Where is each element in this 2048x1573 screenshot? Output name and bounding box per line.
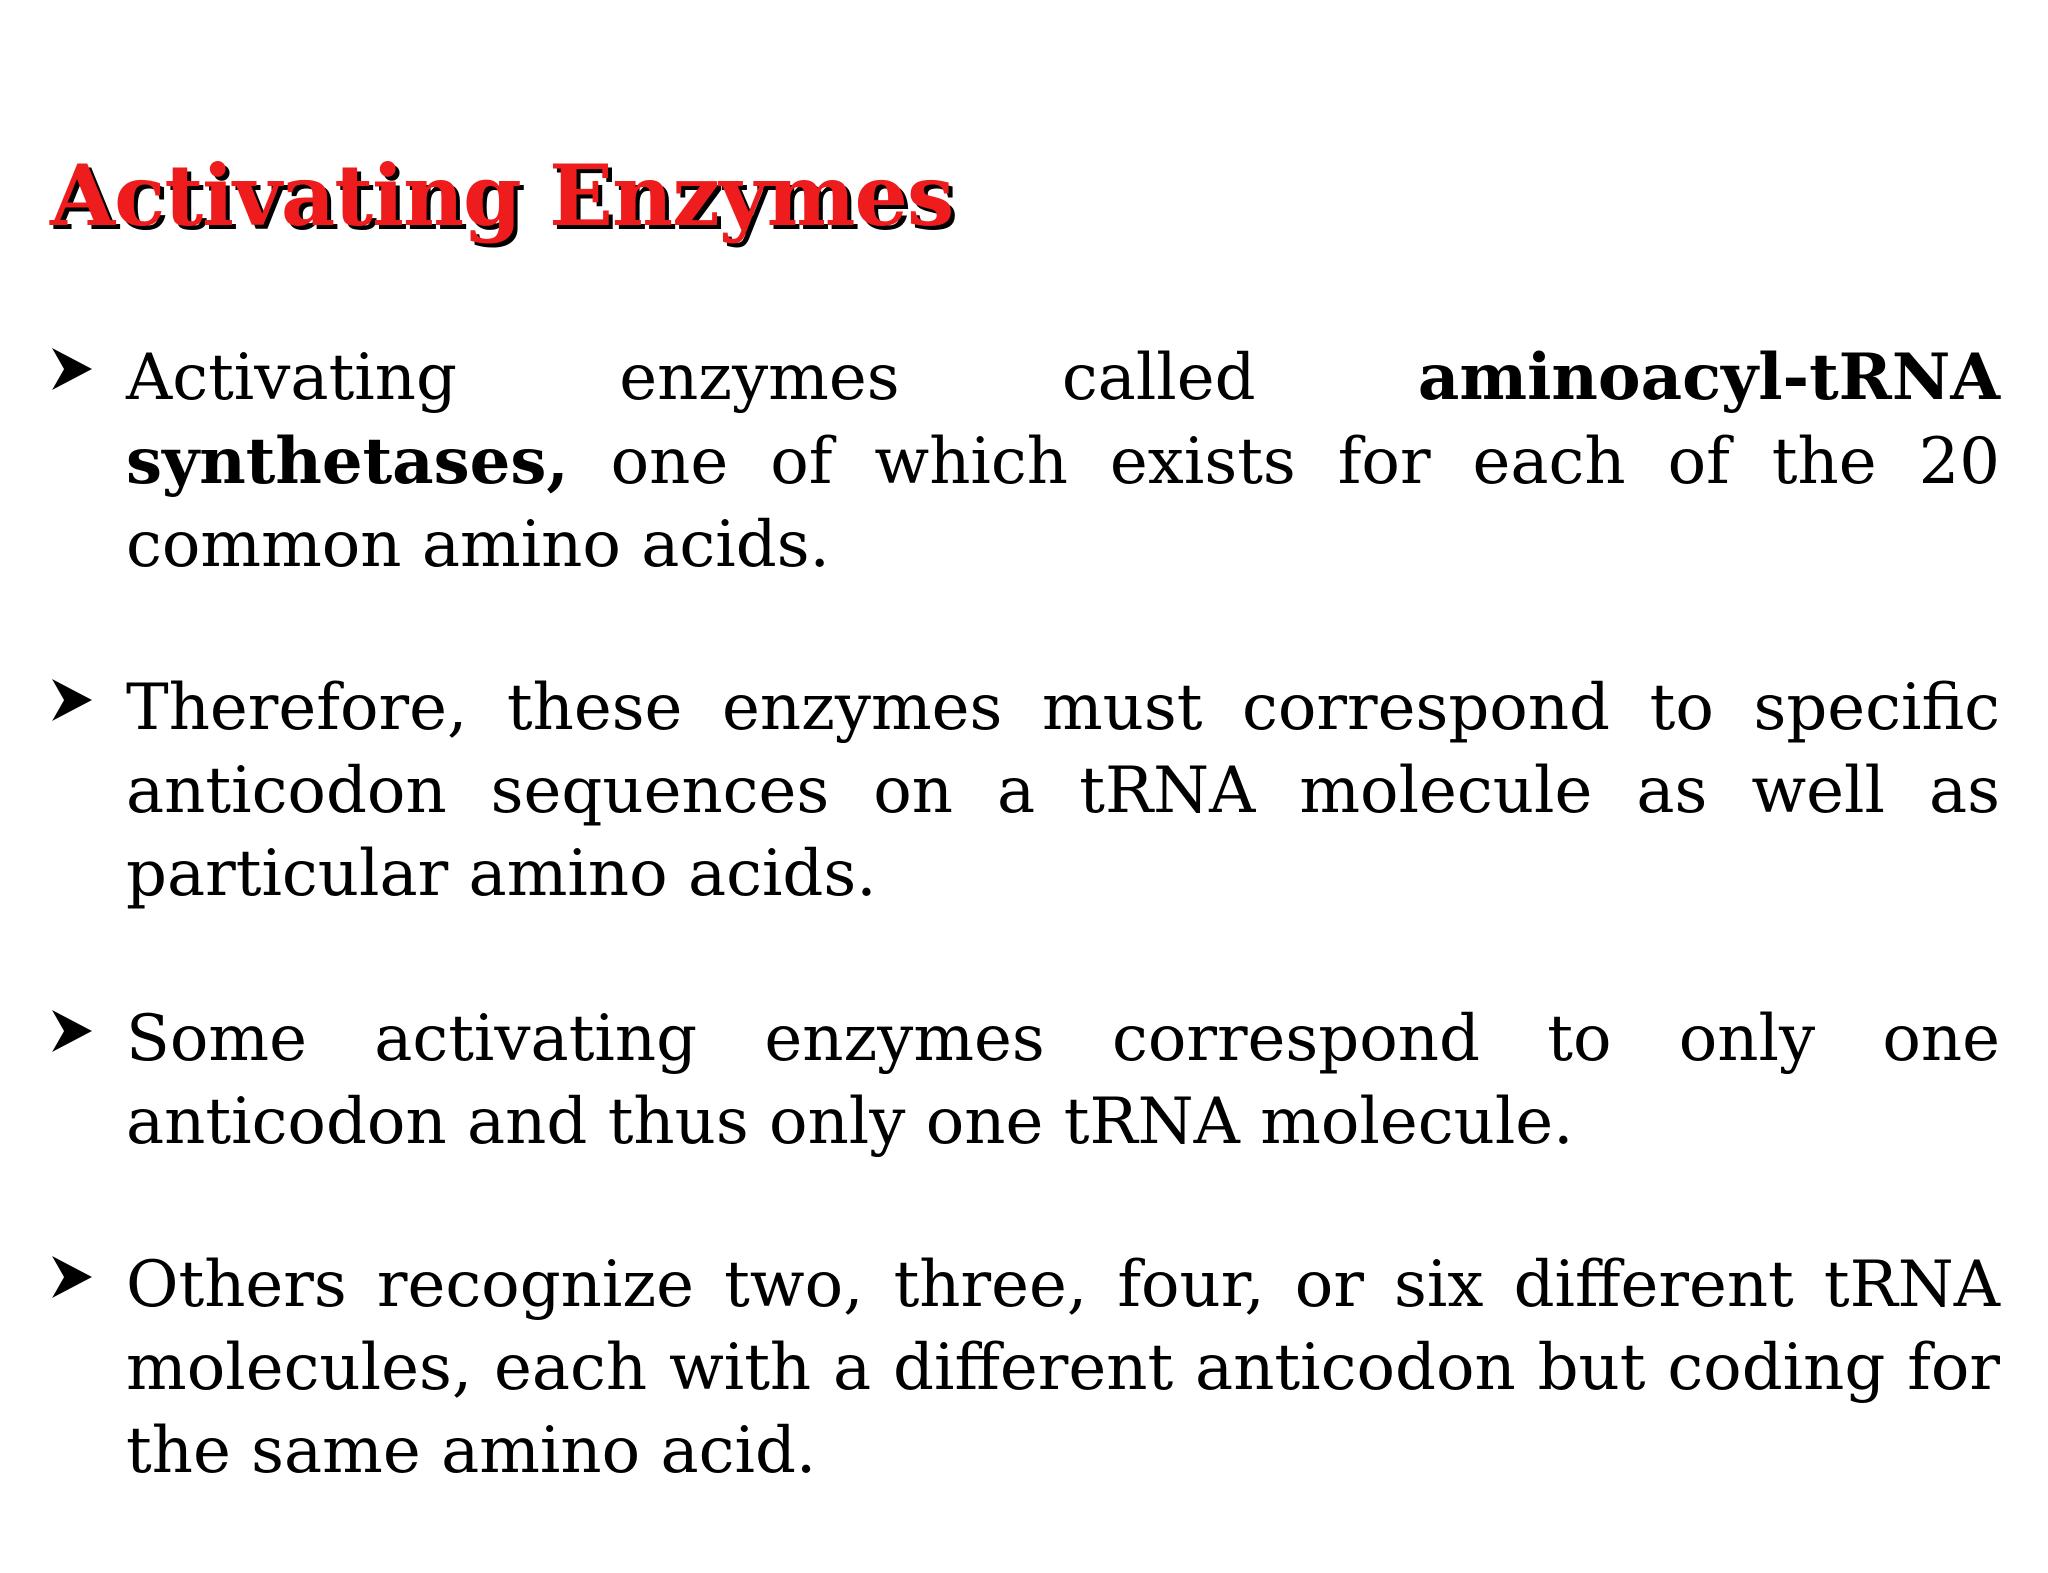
bullet-item-4 — [50, 1244, 2000, 1493]
bullet-text: Some activating enzymes correspond to only one anticodon and thus only one tRNA molecule. — [126, 1002, 2000, 1159]
slide-title: Activating Enzymes — [50, 146, 954, 245]
bullet-text-pre: Activating enzymes called — [126, 341, 1418, 415]
bullet-text-bold: aminoacyl-tRNA synthetases, — [126, 340, 2000, 499]
arrowhead-bullet-icon — [50, 346, 94, 392]
bullet-item-1 — [50, 336, 2000, 587]
arrowhead-bullet-icon — [50, 1008, 94, 1054]
arrowhead-bullet-icon — [50, 1254, 94, 1300]
arrowhead-bullet-icon — [50, 677, 94, 723]
bullet-list — [50, 336, 2000, 1573]
bullet-item-2 — [50, 667, 2000, 916]
bullet-text-post: one of which exists for each of the 20 common amino acids. — [126, 425, 2000, 582]
bullet-text: Therefore, these enzymes must correspond to specific anticodon sequences on a tRNA molecule as well as particular amino acids. — [126, 671, 2000, 911]
bullet-item-3 — [50, 998, 2000, 1164]
bullet-text: Others recognize two, three, four, or six different tRNA molecules, each with a different anticodon but coding for the same amino acid. — [126, 1248, 2000, 1488]
